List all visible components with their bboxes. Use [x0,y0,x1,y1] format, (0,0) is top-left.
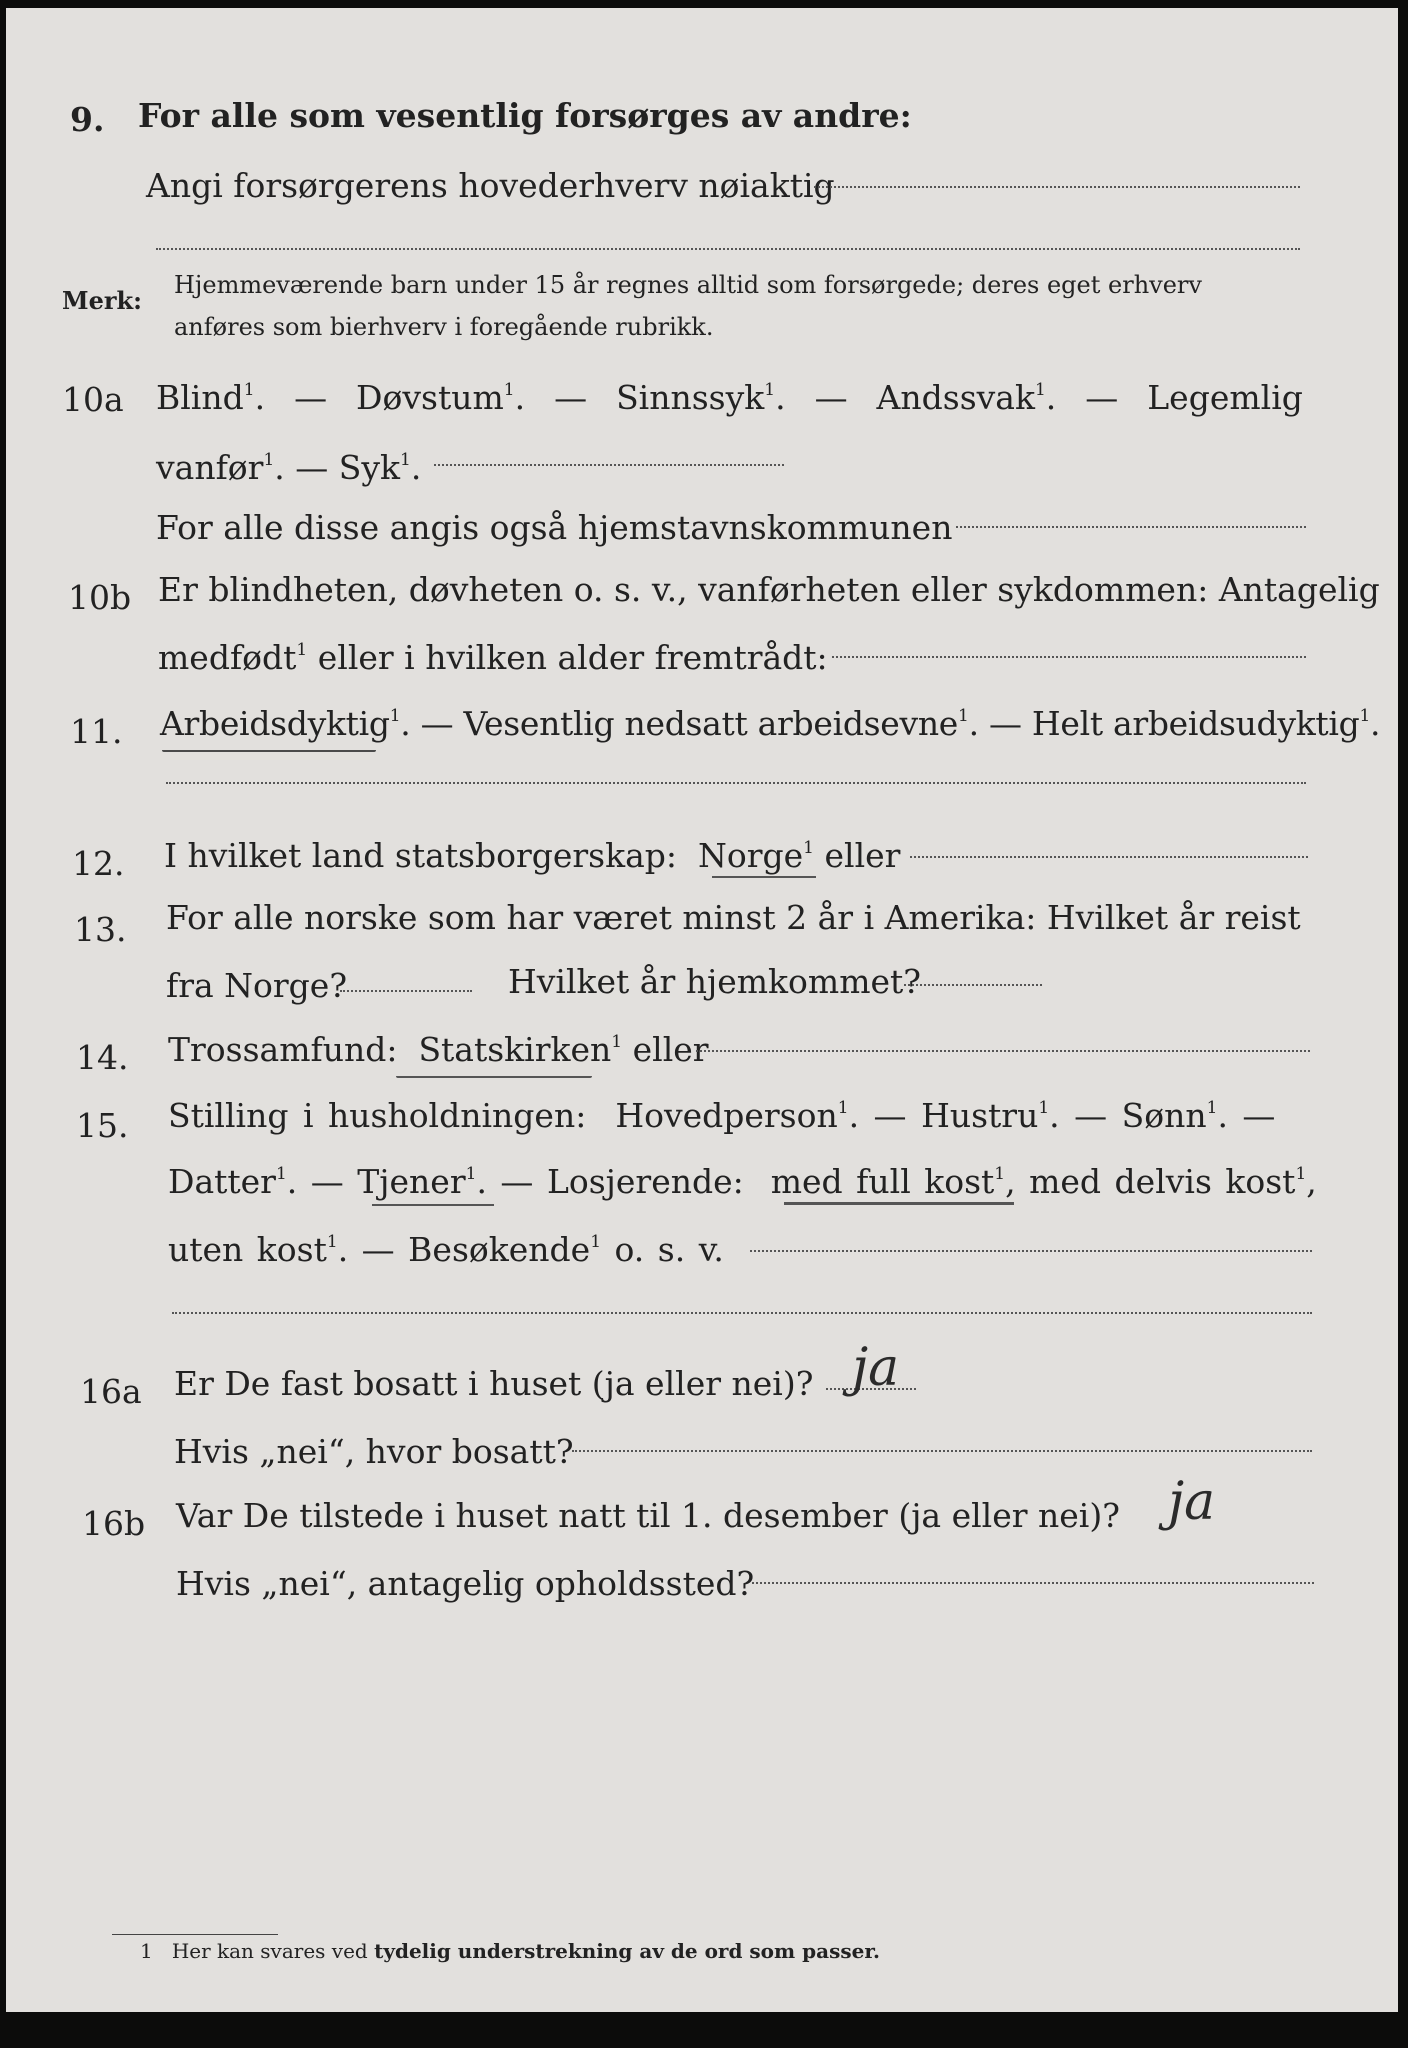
q9-answer-line-2 [156,248,1300,250]
merk-line2: anføres som bierhverv i foregående rubrikk. [174,313,714,341]
q11-number: 11. [70,712,123,751]
q10a-answer-line [956,526,1306,528]
opt-sinnssyk: Sinnssyk [616,378,765,417]
opt-syk: Syk [338,448,400,487]
q10a-number: 10a [62,380,124,419]
census-form-page [6,8,1398,2012]
opt-tjener: Tjener [357,1162,466,1201]
q14-line: Trossamfund: Statskirken$^1$ eller [168,1030,709,1069]
opt-besokende: Besøkende [408,1230,591,1269]
q11-underline-mark [162,750,376,752]
q15-line1: Stilling i husholdningen: Hovedperson$^1$. — Hustru$^1$. — Sønn$^1$. — [168,1096,1276,1135]
opt-udyktig: Helt arbeidsudyktig [1031,704,1360,743]
q15-number: 15. [76,1106,129,1145]
q9-title: For alle som vesentlig forsørges av andre: [138,96,912,135]
q13-a-line [340,990,472,992]
opt-vanfor: vanfør [156,448,264,487]
opt-norge: Norge [698,836,804,875]
q11-answer-line [166,782,1306,784]
q13-b-line [904,984,1042,986]
q12-number: 12. [72,844,125,883]
q10b-number: 10b [68,578,132,617]
q9-answer-line [814,186,1300,188]
q16b-number: 16b [82,1504,146,1543]
q13-a: fra Norge? [166,966,348,1005]
q15-medfull-underline [784,1202,1014,1205]
q16b-handwritten-answer: ja [1168,1472,1216,1532]
q14-number: 14. [76,1038,129,1077]
opt-dovstum: Døvstum [356,378,504,417]
opt-med-delvis-kost: med delvis kost [1029,1162,1296,1201]
q16a-sub: Hvis „nei“, hvor bosatt? [174,1432,574,1471]
footnote-rule [112,1934,278,1935]
q16a-handwritten-answer: ja [852,1338,900,1398]
opt-statskirken: Statskirken [418,1030,612,1069]
q15-line2: Datter$^1$. — Tjener$^1$. — Losjerende: med full kost$^1$, med delvis kost$^1$, [168,1162,1317,1201]
opt-arbeidsdyktig: Arbeidsdyktig [160,704,390,743]
q16a-number: 16a [80,1372,142,1411]
q10a-line3: For alle disse angis også hjemstavnskommunen [156,508,953,547]
q13-number: 13. [74,910,127,949]
q16b-sub-line [752,1582,1314,1584]
q10b-answer-line [832,656,1306,658]
opt-nedsatt: Vesentlig nedsatt arbeidsevne [463,704,959,743]
q9-number: 9. [70,100,105,139]
q15-tjener-underline [372,1204,494,1206]
q15-answer-line [750,1250,1312,1252]
q10a-line1: Blind$^1$. — Døvstum$^1$. — Sinnssyk$^1$. — Andssvak$^1$. — Legemlig [156,378,1303,417]
q12-answer-line [910,856,1308,858]
q10b-line1: Er blindheten, døvheten o. s. v., vanførheten eller sykdommen: Antagelig [158,570,1380,609]
opt-blind: Blind [156,378,244,417]
merk-label: Merk: [62,286,142,315]
q14-answer-line [696,1050,1310,1052]
opt-medfodt: medfødt [158,638,297,677]
q13-line1: For alle norske som har været minst 2 år i Amerika: Hvilket år reist [166,898,1301,937]
q12-line: I hvilket land statsborgerskap: Norge$^1$ eller [164,836,901,875]
q12-underline-mark [712,876,816,878]
q15-answer-line-2 [172,1312,1312,1314]
q13-b: Hvilket år hjemkommet? [508,962,921,1001]
opt-med-full-kost: med full kost [770,1162,995,1201]
q16a-sub-line [572,1450,1312,1452]
footnote: 1 Her kan svares ved tydelig understrekning av de ord som passer. [140,1939,880,1963]
q11-line: Arbeidsdyktig$^1$. — Vesentlig nedsatt arbeidsevne$^1$. — Helt arbeidsudyktig$^1$. [160,704,1381,743]
q15-line3: uten kost$^1$. — Besøkende$^1$ o. s. v. [168,1230,724,1269]
opt-sonn: Sønn [1121,1096,1207,1135]
q16b-text: Var De tilstede i huset natt til 1. desember (ja eller nei)? [176,1496,1120,1535]
q14-underline-mark [396,1076,592,1078]
opt-uten-kost: uten kost [168,1230,327,1269]
q9-sub: Angi forsørgerens hovederhverv nøiaktig [146,166,835,205]
opt-hustru: Hustru [921,1096,1039,1135]
q10a-syk-line [434,464,784,466]
opt-andssvak: Andssvak [876,378,1035,417]
q10b-line2: medfødt$^1$ eller i hvilken alder fremtrådt: [158,638,828,677]
q16b-sub: Hvis „nei“, antagelig opholdssted? [176,1564,755,1603]
opt-datter: Datter [168,1162,276,1201]
opt-legemlig: Legemlig [1147,378,1303,417]
opt-hovedperson: Hovedperson [615,1096,838,1135]
merk-line1: Hjemmeværende barn under 15 år regnes alltid som forsørgede; deres eget erhverv [174,271,1202,299]
q10a-line2: vanfør$^1$. — Syk$^1$. [156,448,422,487]
q16a-text: Er De fast bosatt i huset (ja eller nei)? [174,1364,814,1403]
